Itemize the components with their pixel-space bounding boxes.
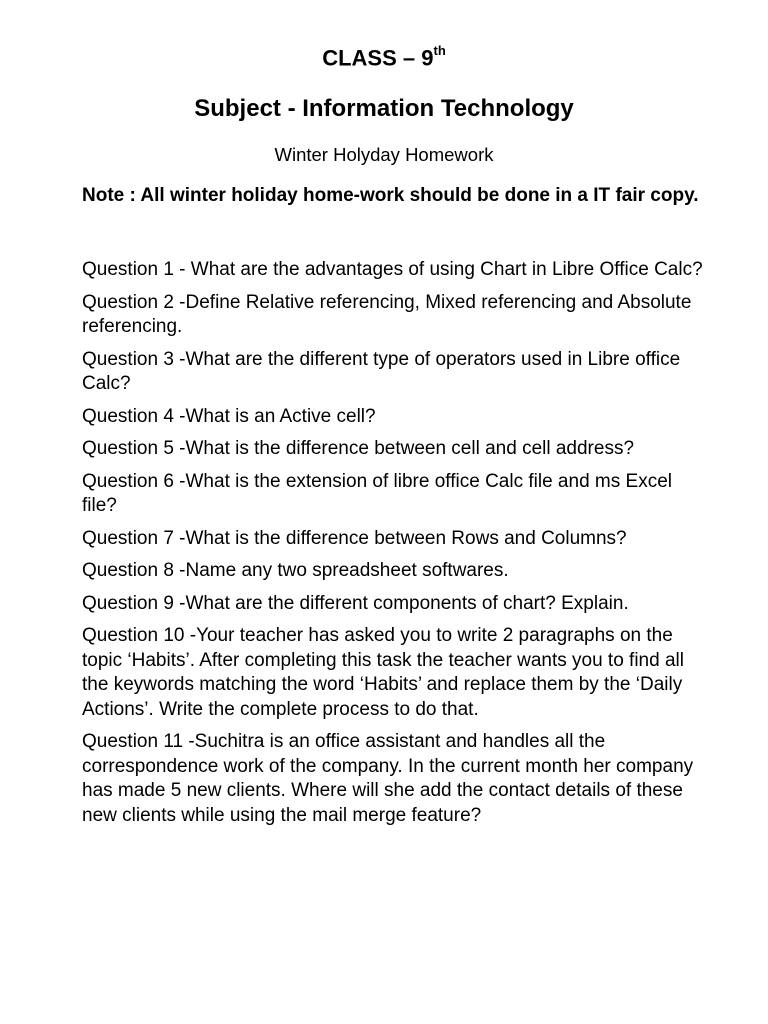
class-superscript: th	[433, 43, 446, 58]
question-item: Question 5 -What is the difference between cell and cell address?	[82, 438, 635, 459]
question-item: Question 6 -What is the extension of libre office Calc file and ms Excel file?	[82, 470, 672, 516]
question-item: Question 11 -Suchitra is an office assistant and handles all the correspondence work of the company. In the current month her company has made 5 new clients. Where will she add the contact details of these new clients while using the mail merge feature?	[82, 731, 694, 826]
question-item: Question 3 -What are the different type of operators used in Libre office Calc?	[82, 348, 681, 394]
question-item: Question 4 -What is an Active cell?	[82, 405, 376, 427]
class-title	[0, 40, 768, 71]
question-item: Question 8 -Name any two spreadsheet softwares.	[82, 560, 509, 581]
question-item: Question 1 - What are the advantages of using Chart in Libre Office Calc?	[82, 259, 703, 280]
question-item: Question 10 -Your teacher has asked you to write 2 paragraphs on the topic ‘Habits’. After completing this task the teacher wants you to find all the keywords matching the word ‘Habits’ and replace them by the ‘Daily Actions’. Write the complete process to do that.	[82, 625, 684, 720]
question-item: Question 7 -What is the difference between Rows and Columns?	[82, 527, 627, 549]
question-item: Question 9 -What are the different components of chart? Explain.	[82, 592, 629, 614]
homework-subtitle: Winter Holyday Homework	[274, 144, 494, 165]
question-item: Question 2 -Define Relative referencing, Mixed referencing and Absolute referencing.	[82, 291, 692, 337]
class-label: CLASS – 9	[322, 45, 434, 71]
question-list	[82, 258, 707, 836]
note-paragraph: Note : All winter holiday home-work should be done in a IT fair copy.	[82, 185, 699, 206]
subject-title: Subject - Information Technology	[194, 95, 574, 122]
